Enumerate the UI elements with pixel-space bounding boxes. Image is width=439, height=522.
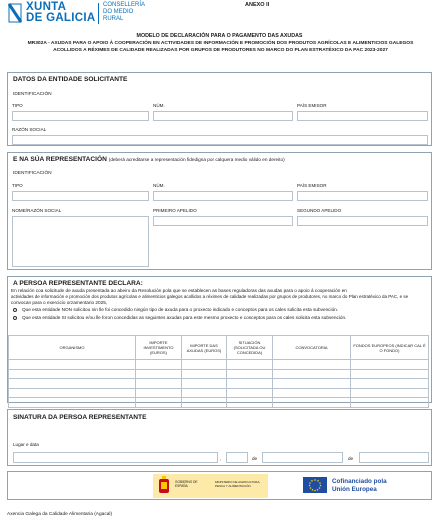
applicant-num-label: NÚM.: [153, 103, 165, 108]
option-none-label: Que esta entidade NON solicitou nin lle foi concedido ningún tipo de axuda para o proxecto indicado e conceptos para os cales solicita esta subvención.: [22, 307, 339, 312]
col-organismo: ORGANISMO: [9, 336, 136, 360]
representation-section: [7, 152, 432, 270]
eu-logo: [303, 475, 403, 498]
table-cell[interactable]: [136, 360, 182, 370]
representation-nome-label: NOME/RAZÓN SOCIAL: [12, 208, 62, 213]
conselleria-name: [103, 2, 145, 23]
table-row: [9, 388, 429, 398]
representation-segundo-label: SEGUNDO APELIDO: [297, 208, 342, 213]
representation-tipo-label: TIPO: [12, 183, 23, 188]
spain-coat-of-arms-icon: [157, 476, 171, 496]
logo-xunta: XUNTA: [26, 1, 67, 13]
applicant-razon-social-label: RAZÓN SOCIAL: [12, 127, 47, 132]
eu-flag-icon: [303, 477, 327, 493]
table-cell[interactable]: [182, 379, 227, 389]
declaration-line1: En relación coa solicitude de axuda presentada ao abeiro da Resolución pola que se establecen as bases reguladoras das axudas para o apoio á cooperación en: [11, 288, 347, 293]
de-label-2: de: [348, 456, 354, 461]
funding-logos: [7, 471, 432, 500]
table-cell[interactable]: [9, 379, 136, 389]
spain-government-logo: [153, 474, 268, 498]
xunta-logo-icon: [8, 3, 22, 23]
aid-table-header-row: [9, 336, 429, 360]
month-field[interactable]: [262, 452, 343, 463]
table-cell[interactable]: [136, 379, 182, 389]
eu-cofunded-line1: Cofinanciado pola: [332, 478, 387, 485]
table-cell[interactable]: [9, 388, 136, 398]
table-cell[interactable]: [9, 360, 136, 370]
representation-primeiro-field[interactable]: [153, 216, 293, 226]
aid-table: [8, 335, 429, 408]
applicant-section-title: DATOS DA ENTIDADE SOLICITANTE: [13, 76, 128, 83]
conselleria-line2: DO MEDIO: [103, 9, 134, 15]
footer-agency: Axencia Galega da Calidade Alimentaria (Agacal): [7, 512, 113, 517]
signature-section: [7, 409, 432, 466]
conselleria-line1: CONSELLERÍA: [103, 2, 146, 8]
eu-cofunded-line2: Unión Europea: [332, 486, 377, 493]
option-yes-radio[interactable]: [13, 316, 17, 320]
table-cell[interactable]: [273, 379, 351, 389]
day-field[interactable]: [226, 452, 248, 463]
applicant-section: [7, 72, 432, 146]
applicant-razon-social-field[interactable]: [12, 135, 428, 145]
col-situacion: SITUACIÓN (SOLICITADA OU CONCEDIDA): [227, 336, 273, 360]
applicant-tipo-field[interactable]: [12, 111, 149, 121]
table-cell[interactable]: [351, 398, 429, 408]
document-title: MODELO DE DECLARACIÓN PARA O PAGAMENTO DAS AXUDAS: [136, 33, 303, 39]
option-yes-label: Que esta entidade SI solicitou e/ou lle foron concedidas as seguintes axudas para este mesmo proxecto e conceptos para os cales solicita esta subvención.: [22, 315, 347, 320]
subtitle-line1: MR302A - AXUDAS PARA O APOIO Á COOPERACIÓN EN ACTIVIDADES DE INFORMACIÓN E PROMOCIÓN DOS PRODUTOS AGRÍCOLAS E ALIMENTICIOS GALEGOS: [27, 41, 414, 46]
applicant-pais-field[interactable]: [297, 111, 428, 121]
table-cell[interactable]: [227, 398, 273, 408]
representation-title-text: E NA SÚA REPRESENTACIÓN: [13, 156, 107, 163]
logo-galicia: DE GALICIA: [26, 12, 96, 24]
declaration-section-title: A PERSOA REPRESENTANTE DECLARA:: [13, 280, 143, 287]
table-cell[interactable]: [136, 398, 182, 408]
subtitle-line2: ACOLLIDOS A RÉXIMES DE CALIDADE REALIZADAS POR GRUPOS DE PRODUTORES NO MARCO DO PLAN ESTRATÉXICO DA PAC 2023-2027: [53, 48, 388, 54]
document-subtitle: [8, 40, 433, 55]
representation-primeiro-label: PRIMEIRO APELIDO: [153, 208, 197, 213]
de-label-1: de: [252, 456, 258, 461]
table-cell[interactable]: [9, 398, 136, 408]
table-cell[interactable]: [182, 360, 227, 370]
applicant-num-field[interactable]: [153, 111, 293, 121]
representation-title-note: (deberá acreditarse a representación fidedigna por calquera medio válido en dereito): [108, 157, 285, 162]
annex-label: ANEXO II: [245, 2, 270, 8]
table-row: [9, 379, 429, 389]
logo-divider: [98, 3, 99, 24]
col-fondos-europeos: FONDOS EUROPEOS (INDICAR CAL É O FONDO): [351, 336, 429, 360]
table-row: [9, 398, 429, 408]
table-cell[interactable]: [273, 369, 351, 379]
table-cell[interactable]: [351, 369, 429, 379]
table-cell[interactable]: [227, 360, 273, 370]
table-cell[interactable]: [273, 398, 351, 408]
table-cell[interactable]: [9, 369, 136, 379]
representation-section-title: [13, 156, 285, 163]
signature-section-title: SINATURA DA PERSOA REPRESENTANTE: [13, 414, 147, 421]
comma-separator: ,: [220, 456, 222, 461]
table-cell[interactable]: [351, 360, 429, 370]
option-none-radio[interactable]: [13, 308, 17, 312]
declaration-line3: convocan para o exercicio orzamentario 2025,: [11, 300, 108, 305]
table-cell[interactable]: [182, 369, 227, 379]
table-cell[interactable]: [227, 388, 273, 398]
table-row: [9, 360, 429, 370]
representation-num-label: NÚM.: [153, 183, 165, 188]
representation-tipo-field[interactable]: [12, 191, 149, 201]
representation-num-field[interactable]: [153, 191, 293, 201]
representation-pais-label: PAÍS EMISOR: [297, 183, 327, 188]
declaration-line2: actividades de información e promoción dos produtos agrícolas e alimenticios galegos acollidos a réximes de calidade realizadas por grupos de produtores, no marco do Plan estratéxico da PAC, e se: [11, 294, 409, 299]
table-cell[interactable]: [227, 379, 273, 389]
table-cell[interactable]: [351, 388, 429, 398]
table-cell[interactable]: [182, 398, 227, 408]
applicant-pais-label: PAÍS EMISOR: [297, 103, 327, 108]
table-cell[interactable]: [182, 388, 227, 398]
table-cell[interactable]: [273, 360, 351, 370]
representation-identification-label: IDENTIFICACIÓN: [13, 171, 52, 176]
table-cell[interactable]: [227, 369, 273, 379]
conselleria-line3: RURAL: [103, 16, 124, 22]
col-convocatoria: CONVOCATORIA: [273, 336, 351, 360]
table-cell[interactable]: [136, 388, 182, 398]
ministerio-label: MINISTERIO DE AGRICULTURA, PESCA Y ALIMENTACIÓN: [215, 480, 261, 488]
representation-pais-field[interactable]: [297, 191, 428, 201]
applicant-identification-label: IDENTIFICACIÓN: [13, 92, 52, 97]
representation-nome-field[interactable]: [12, 216, 149, 267]
col-importe-investimento: IMPORTE INVESTIMENTO (EUROS): [136, 336, 182, 360]
col-importe-axudas: IMPORTE DAS AXUDAS (EUROS): [182, 336, 227, 360]
table-cell[interactable]: [273, 388, 351, 398]
place-field[interactable]: [13, 452, 218, 463]
gobierno-label: GOBIERNO DE ESPAÑA: [175, 480, 198, 488]
representation-segundo-field[interactable]: [297, 216, 428, 226]
table-cell[interactable]: [351, 379, 429, 389]
year-field[interactable]: [359, 452, 429, 463]
place-date-label: Lugar e data: [13, 442, 39, 447]
table-cell[interactable]: [136, 369, 182, 379]
applicant-tipo-label: TIPO: [12, 103, 23, 108]
page-header: [8, 2, 433, 28]
table-row: [9, 369, 429, 379]
